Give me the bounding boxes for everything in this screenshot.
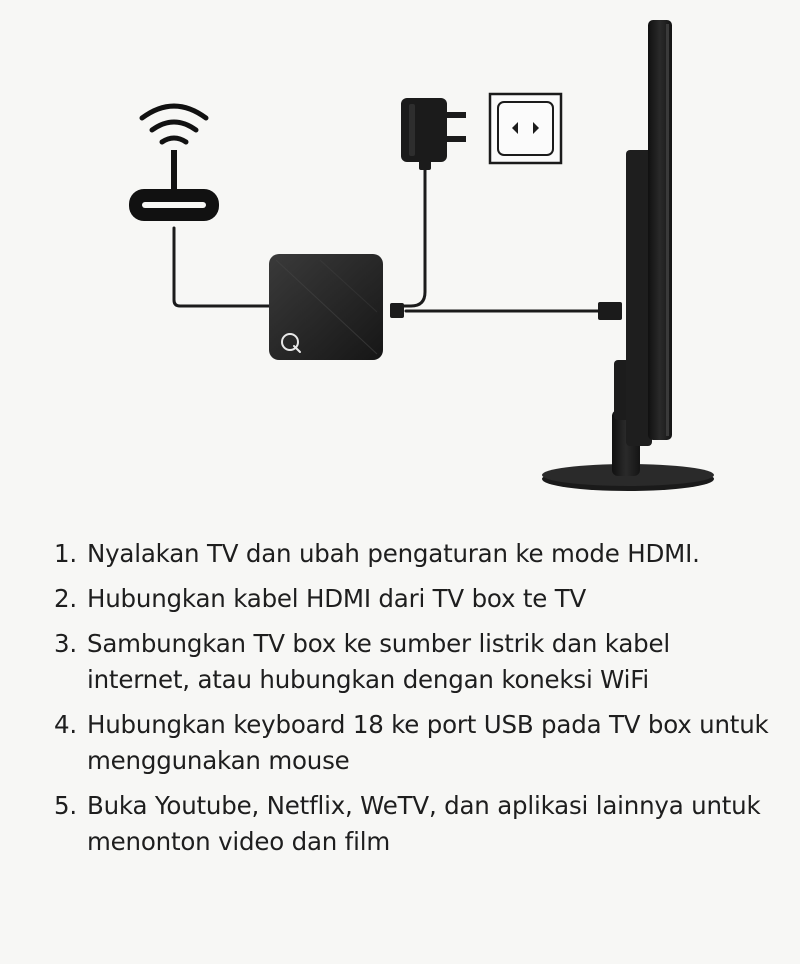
step-number: 1.: [54, 539, 77, 568]
step-text: Hubungkan kabel HDMI dari TV box te TV: [87, 584, 587, 613]
hdmi-plug-monitor-side: [598, 302, 622, 320]
step-text: Hubungkan keyboard 18 ke port USB pada TV box untuk menggunakan mouse: [87, 710, 769, 775]
ethernet-cable: [174, 228, 270, 306]
step-item: [54, 581, 774, 617]
step-item: [54, 788, 774, 860]
step-number: 3.: [54, 629, 77, 658]
instruction-list: [54, 536, 774, 869]
step-text: Nyalakan TV dan ubah pengaturan ke mode HDMI.: [87, 539, 700, 568]
wall-outlet-icon: [490, 94, 561, 163]
tv-box-icon: [269, 254, 383, 360]
step-item: [54, 707, 774, 779]
wifi-router-icon: [129, 106, 219, 221]
monitor-icon: [542, 20, 714, 491]
power-adapter-icon: [401, 98, 466, 170]
step-item: [54, 626, 774, 698]
cables: [174, 168, 598, 311]
step-item: [54, 536, 774, 572]
hdmi-plug-box-side: [390, 303, 404, 318]
step-number: 4.: [54, 710, 77, 739]
power-cable: [400, 168, 425, 306]
step-text: Buka Youtube, Netflix, WeTV, dan aplikasi lainnya untuk menonton video dan film: [87, 791, 761, 856]
step-number: 2.: [54, 584, 77, 613]
step-text: Sambungkan TV box ke sumber listrik dan kabel internet, atau hubungkan dengan koneksi WiFi: [87, 629, 671, 694]
step-number: 5.: [54, 791, 77, 820]
